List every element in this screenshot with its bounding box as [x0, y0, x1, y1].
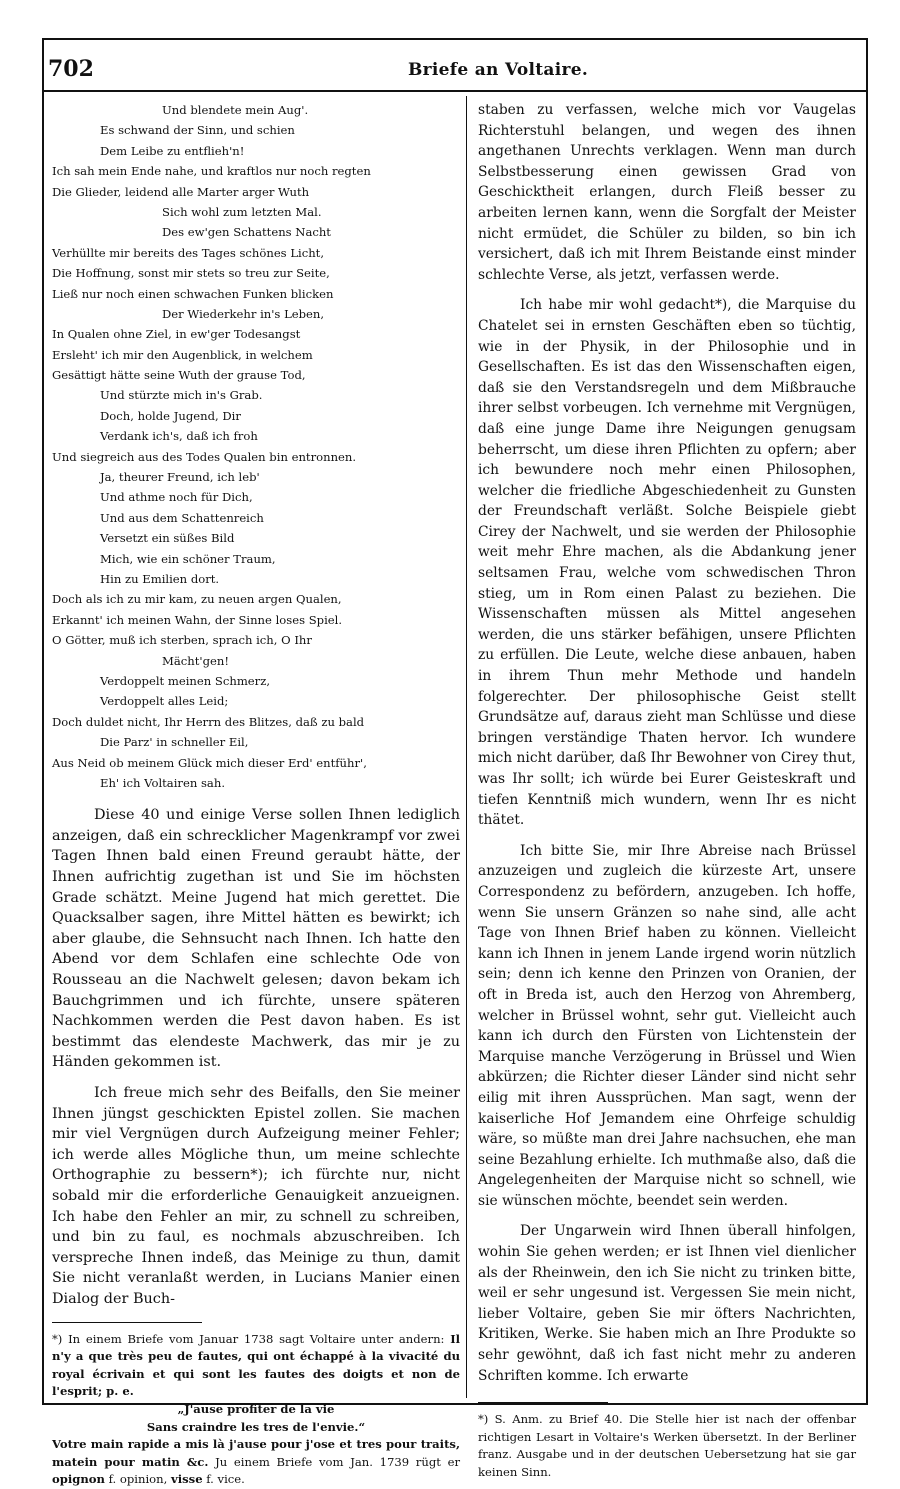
verse-line: Gesättigt hätte seine Wuth der grause Tod,	[52, 368, 306, 383]
verse-line: Hin zu Emilien dort.	[100, 571, 220, 586]
header-rule	[44, 90, 866, 92]
footnote-mark: *)	[52, 1331, 63, 1346]
verse-line: Ich sah mein Ende nahe, und kraftlos nur noch regten	[52, 164, 371, 179]
verse-line: O Götter, muß ich sterben, sprach ich, O Ihr	[52, 633, 312, 648]
paragraph: Ich habe mir wohl gedacht*), die Marquise du Chatelet sei in ernsten Geschäften eben so tüchtig, wie in der Physik, in der Philosophie und in Gesellschaften. Es ist das den Wissenschaften eigen, daß sie den Verstandsregeln und dem Mißbrauche ihrer selbst vorbeugen. Ich vernehme mit Vergnügen, daß eine junge Dame ihre Neigungen genugsam beherrscht, um diese ihren Pflichten zu opfern; aber ich bewundere noch mehr einen Philosophen, welcher die friedliche Abgeschiedenheit zu Gunsten der Freundschaft verläßt. Solche Beispiele giebt Cirey der Nachwelt, und sie werden der Philosophie weit mehr Ehre machen, als die Abdankung jener seltsamen Frau, welche vom schwedischen Thron stieg, um in Rom einen Palast zu beziehen. Die Wissenschaften müssen als Mittel angesehen werden, die uns stärker befähigen, unsere Pflichten zu erfüllen. Die Leute, welche diese anbauen, haben in ihrem Thun mehr Methode und handeln folgerechter. Der philosophische Geist stellt Grundsätze auf, daraus zieht man Schlüsse und diese bringen verständige Thaten hervor. Ich wundere mich nicht darüber, daß Ihr Bewohner von Cirey thut, was Ihr sollt; ich würde bei Eurer Geisteskraft und tiefen Kenntniß mich wundern, wenn Ihr es nicht thätet.	[478, 297, 856, 829]
footnote-tail-1: Ju einem Briefe vom Jan. 1739 rügt er	[215, 1454, 460, 1469]
verse-line: Und aus dem Schattenreich	[100, 510, 264, 525]
verse-line: Erkannt' ich meinen Wahn, der Sinne loses Spiel.	[52, 612, 343, 627]
verse-line: Verdoppelt meinen Schmerz,	[100, 673, 271, 688]
verse-line: In Qualen ohne Ziel, in ew'ger Todesangst	[52, 327, 301, 342]
verse-line: Die Glieder, leidend alle Marter arger Wuth	[52, 184, 310, 199]
verse-line: Versetzt ein süßes Bild	[100, 531, 235, 546]
verse-line: Ersleht' ich mir den Augenblick, in welchem	[52, 347, 313, 362]
verse-line: Und siegreich aus des Todes Qualen bin entronnen.	[52, 449, 357, 464]
verse-line: Ließ nur noch einen schwachen Funken blicken	[52, 286, 334, 301]
poem-verse	[52, 100, 460, 793]
paragraph: Ich bitte Sie, mir Ihre Abreise nach Brüssel anzuzeigen und zugleich die kürzeste Art, unsere Correspondenz zu befördern, anzugeben. Ich hoffe, wenn Sie unsern Gränzen so nahe sind, alle acht Tage von Ihnen Brief haben zu können. Vielleicht kann ich Ihnen in jenem Lande irgend worin nützlich sein; denn ich kenne den Prinzen von Oranien, der oft in Breda ist, auch den Herzog von Ahremberg, welcher in Brüssel wohnt, sehr gut. Vielleicht auch kann ich durch den Fürsten von Lichtenstein der Marquise manche Verzögerung in Brüssel und Wien abkürzen; die Richter dieser Länder sind nicht sehr eilig mit ihren Aussprüchen. Man sagt, wenn der kaiserliche Hof Jemandem eine Ohrfeige schuldig wäre, so müßte man drei Jahre nachsuchen, ehe man seine Bezahlung erhielte. Ich muthmaße also, daß die Angelegenheiten der Marquise nicht so schnell, wie sie wünschen möchte, beendet sein werden.	[478, 842, 856, 1209]
verse-line: Und athme noch für Dich,	[100, 490, 253, 505]
page-number: 702	[48, 56, 94, 82]
right-paragraphs	[478, 100, 856, 1386]
page-header	[48, 54, 858, 88]
footnote-verse-1: „J'ause profiter de la vie	[177, 1401, 335, 1416]
verse-line: Mich, wie ein schöner Traum,	[100, 551, 276, 566]
footnote-word-1: opignon	[52, 1472, 105, 1487]
verse-line: Doch als ich zu mir kam, zu neuen argen Qualen,	[52, 592, 342, 607]
footnote-tail-3: f. vice.	[206, 1472, 245, 1487]
paragraph: staben zu verfassen, welche mich vor Vaugelas Richterstuhl belangen, und wegen des ihnen angethanen Unrechts verklagen. Wenn man durch Selbstbesserung einen gewissen Grad von Geschicktheit erlangen, durch Fleiß besser zu arbeiten lernen kann, wenn die Sorgfalt der Meister nicht ermüdet, die Schüler zu bilden, so bin ich versichert, daß ich mit Ihrem Beistande einst minder schlechte Verse, als jetzt, verfassen werde.	[478, 102, 856, 283]
verse-line: Die Hoffnung, sonst mir stets so treu zur Seite,	[52, 266, 330, 281]
right-footnote	[478, 1411, 856, 1481]
verse-line: Die Parz' in schneller Eil,	[100, 735, 249, 750]
verse-line: Und stürzte mich in's Grab.	[100, 388, 263, 403]
verse-line: Doch duldet nicht, Ihr Herrn des Blitzes, daß zu bald	[52, 714, 365, 729]
footnote-tail: Votre main rapide a mis là j'ause pour j'ose et tres pour traits, matein pour matin &c.	[52, 1437, 460, 1469]
footnote-quote: Il n'y a que très peu de fautes, qui ont échappé à la vivacité du royal écrivain et qui sont les fautes des doigts et non de l'esprit; p. e.	[52, 1331, 461, 1399]
verse-line: Aus Neid ob meinem Glück mich dieser Erd' entführ',	[52, 755, 367, 770]
verse-line: Verhüllte mir bereits des Tages schönes Licht,	[52, 245, 325, 260]
running-title: Briefe an Voltaire.	[408, 60, 589, 80]
column-divider	[466, 96, 467, 1398]
paragraph: Ich freue mich sehr des Beifalls, den Sie meiner Ihnen jüngst geschickten Epistel zollen. Sie machen mir viel Vergnügen durch Aufzeigung meiner Fehler; ich werde alles Mögliche thun, um meine schlechte Orthographie zu bessern*); ich fürchte nur, nicht sobald mir die erforderliche Genauigkeit anzueignen. Ich habe den Fehler an mir, zu schnell zu schreiben, und bin zu faul, es nochmals abzuschreiben. Ich versprechе Ihnen indeß, das Meinige zu thun, damit Sie nicht veranlaßt werden, in Lucians Manier einen Dialog der Buch-	[52, 1085, 460, 1307]
left-column	[52, 100, 461, 1487]
verse-line: Eh' ich Voltairen sah.	[100, 775, 226, 790]
left-paragraphs	[52, 805, 460, 1309]
footnote-intro: In einem Briefe vom Januar 1738 sagt Voltaire unter andern:	[68, 1331, 445, 1346]
footnote-tail-2: f. opinion,	[108, 1472, 168, 1487]
right-column	[478, 100, 856, 1479]
verse-line: Der Wiederkehr in's Leben,	[162, 306, 325, 321]
footnote-rule	[52, 1322, 202, 1323]
verse-line: Des ew'gen Schattens Nacht	[162, 225, 331, 240]
footnote-rule	[478, 1402, 608, 1403]
paragraph: Diese 40 und einige Verse sollen Ihnen lediglich anzeigen, daß ein schrecklicher Magenkrampf vor zwei Tagen Ihnen bald einen Freund geraubt hätte, der Ihnen aufrichtig zugethan ist und Sie im höchsten Grade schätzt. Meine Jugend hat mich gerettet. Die Quacksalber sagen, ihre Mittel hätten es bewirkt; ich aber glaube, die Sehnsucht nach Ihnen. Ich hatte den Abend vor dem Schlafen eine schlechte Ode von Rousseau an die Nachwelt gelesen; davon bekam ich Bauchgrimmen und ich fürchte, unsere späteren Nachkommen werden die Pest davon haben. Es ist bestimmt das elendeste Machwerk, das mir je zu Händen gekommen ist.	[52, 807, 460, 1071]
left-footnote	[52, 1331, 460, 1489]
paragraph: Der Ungarwein wird Ihnen überall hinfolgen, wohin Sie gehen werden; er ist Ihnen viel dienlicher als der Rheinwein, den ich Sie nicht zu trinken bitte, weil er sehr ungesund ist. Vergessen Sie mein nicht, lieber Voltaire, geben Sie mir öfters Nachrichten, Kritiken, Werke. Sie haben mich an Ihre Produkte so sehr gewöhnt, daß ich fast nicht mehr zu anderen Schriften komme. Ich erwarte	[478, 1223, 856, 1384]
footnote-mark: *)	[478, 1412, 489, 1427]
verse-line: Sich wohl zum letzten Mal.	[162, 204, 322, 219]
footnote-text: S. Anm. zu Brief 40. Die Stelle hier ist nach der offenbar richtigen Lesart in Voltaire's Werken übersetzt. In der Berliner franz. Ausgabe und in der deutschen Uebersetzung hat sie gar keinen Sinn.	[478, 1412, 856, 1479]
verse-line: Verdank ich's, daß ich froh	[100, 429, 258, 444]
footnote-word-2: visse	[171, 1472, 203, 1487]
verse-line: Dem Leibe zu entflieh'n!	[100, 143, 245, 158]
verse-line: Doch, holde Jugend, Dir	[100, 408, 241, 423]
verse-line: Und blendete mein Aug'.	[162, 103, 309, 117]
verse-line: Es schwand der Sinn, und schien	[100, 123, 295, 138]
footnote-verse-2: Sans craindre les tres de l'envie.“	[146, 1419, 366, 1434]
verse-line: Ja, theurer Freund, ich leb'	[100, 470, 260, 485]
verse-line: Mächt'gen!	[162, 653, 229, 668]
verse-line: Verdoppelt alles Leid;	[100, 694, 229, 709]
